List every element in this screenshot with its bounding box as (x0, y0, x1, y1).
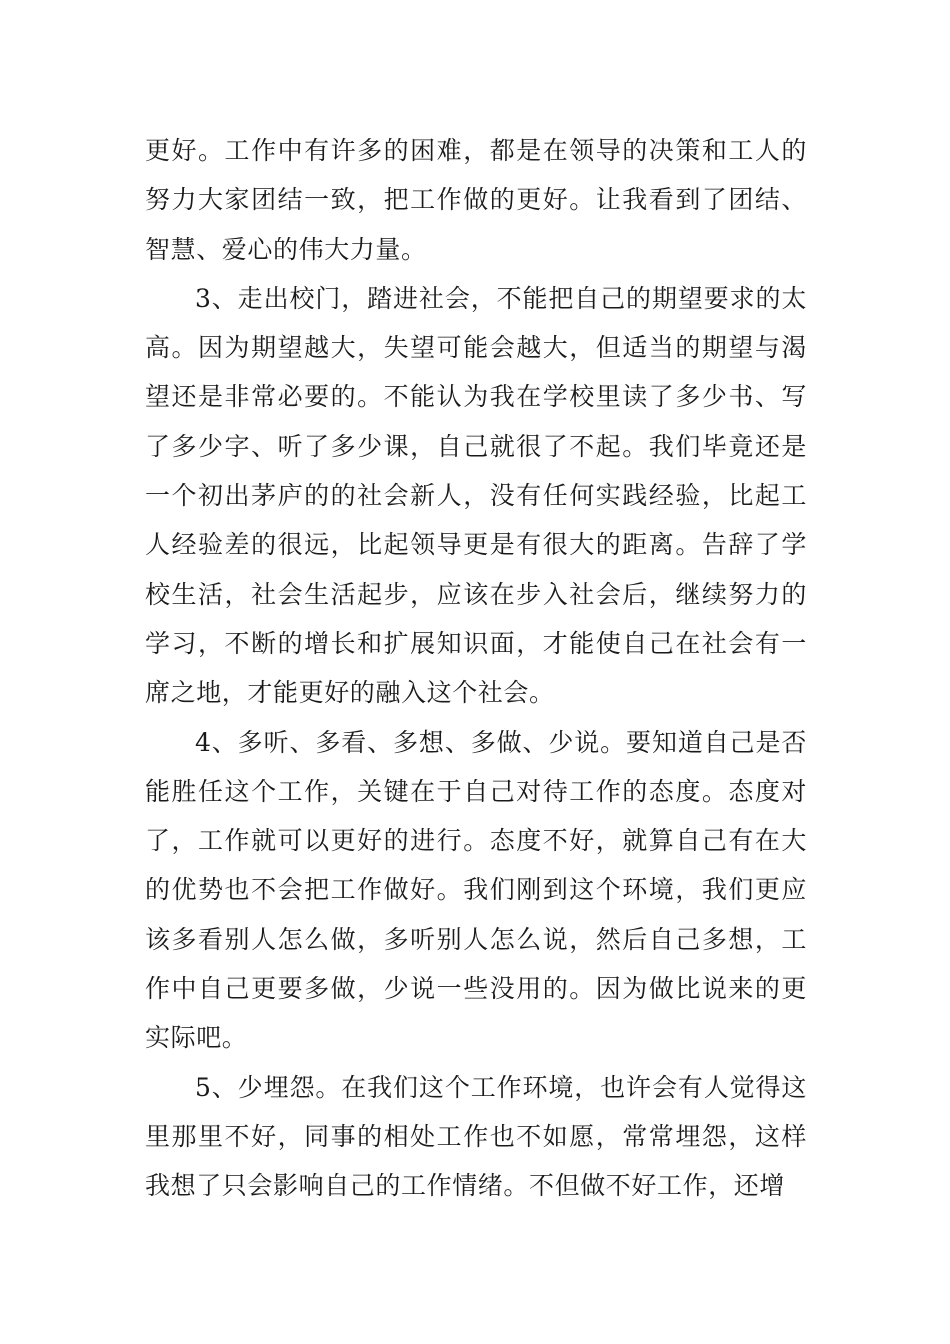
paragraph-point-4: 4、多听、多看、多想、多做、少说。要知道自己是否能胜任这个工作，关键在于自己对待工作的态度。态度对了，工作就可以更好的进行。态度不好，就算自己有在大的优势也不会把工作做好。我们刚到这个环境，我们更应该多看别人怎么做，多听别人怎么说，然后自己多想，工作中自己更要多做，少说一些没用的。因为做比说来的更实际吧。 (145, 727, 807, 1053)
paragraph-continuation: 更好。工作中有许多的困难，都是在领导的决策和工人的努力大家团结一致，把工作做的更好。让我看到了团结、智慧、爱心的伟大力量。 (145, 136, 807, 264)
paragraph-point-3: 3、走出校门，踏进社会，不能把自己的期望要求的太高。因为期望越大，失望可能会越大，但适当的期望与渴望还是非常必要的。不能认为我在学校里读了多少书、写了多少字、听了多少课，自己就很了不起。我们毕竟还是一个初出茅庐的的社会新人，没有任何实践经验，比起工人经验差的很远，比起领导更是有很大的距离。告辞了学校生活，社会生活起步，应该在步入社会后，继续努力的学习，不断的增长和扩展知识面，才能使自己在社会有一席之地，才能更好的融入这个社会。 (145, 283, 807, 708)
paragraph-point-5: 5、少埋怨。在我们这个工作环境，也许会有人觉得这里那里不好，同事的相处工作也不如愿，常常埋怨，这样我想了只会影响自己的工作情绪。不但做不好工作，还增 (145, 1072, 807, 1201)
document-body (145, 126, 807, 1211)
